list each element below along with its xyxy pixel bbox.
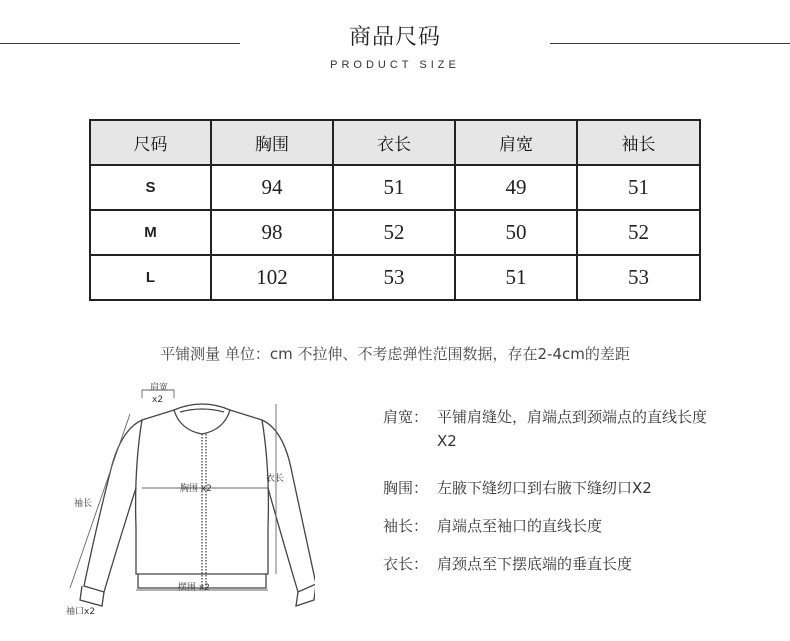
jacket-outline — [80, 404, 315, 606]
length-cell: 51 — [333, 165, 455, 210]
definition-label: 袖长： — [383, 517, 429, 535]
definition-text: 平铺肩缝处，肩端点到颈端点的直线长度X2 — [437, 408, 708, 450]
measurement-definitions — [383, 405, 707, 576]
shoulder-mult-label: x2 — [152, 395, 164, 405]
definition-sleeve — [383, 514, 707, 538]
hem-label: 摆围 x2 — [178, 583, 210, 593]
definition-text: 肩端点至袖口的直线长度 — [437, 517, 603, 535]
jacket-measurement-diagram — [60, 378, 315, 633]
definition-text: 肩颈点至下摆底端的垂直长度 — [437, 555, 633, 573]
definition-label: 胸围： — [383, 479, 429, 497]
definition-label: 衣长： — [383, 555, 429, 573]
length-cell: 53 — [333, 255, 455, 300]
header-length: 衣长 — [333, 120, 455, 165]
sleeve-cell: 52 — [577, 210, 700, 255]
chest-cell: 98 — [211, 210, 333, 255]
definition-chest — [383, 476, 707, 500]
shoulder-label: 肩宽 — [150, 383, 169, 393]
definition-length — [383, 552, 707, 576]
cuff-label: 袖口x2 — [66, 607, 96, 617]
size-cell: S — [90, 165, 211, 210]
chest-label: 胸围 x2 — [180, 484, 212, 494]
measurement-lines — [70, 390, 276, 590]
body-length-label: 衣长 — [266, 474, 285, 484]
table-row — [90, 210, 700, 255]
sleeve-cell: 51 — [577, 165, 700, 210]
size-cell: L — [90, 255, 211, 300]
chest-cell: 102 — [211, 255, 333, 300]
size-table — [89, 119, 701, 301]
length-cell: 52 — [333, 210, 455, 255]
page-subtitle: PRODUCT SIZE — [330, 59, 460, 71]
sleeve-length-label: 袖长 — [74, 499, 93, 509]
header-shoulder: 肩宽 — [455, 120, 577, 165]
page-title: 商品尺码 — [348, 25, 441, 50]
chest-cell: 94 — [211, 165, 333, 210]
shoulder-cell: 49 — [455, 165, 577, 210]
table-row — [90, 165, 700, 210]
sleeve-cell: 53 — [577, 255, 700, 300]
header-sleeve: 袖长 — [577, 120, 700, 165]
definition-shoulder — [383, 405, 707, 453]
header-size: 尺码 — [90, 120, 211, 165]
table-row — [90, 255, 700, 300]
definition-label: 肩宽： — [383, 408, 429, 426]
shoulder-cell: 51 — [455, 255, 577, 300]
definition-text: 左腋下缝纫口到右腋下缝纫口X2 — [437, 479, 652, 497]
measurement-note: 平铺测量 单位：cm 不拉伸、不考虑弹性范围数据，存在2-4cm的差距 — [160, 345, 630, 363]
size-cell: M — [90, 210, 211, 255]
header-chest: 胸围 — [211, 120, 333, 165]
table-header-row — [90, 120, 700, 165]
shoulder-cell: 50 — [455, 210, 577, 255]
